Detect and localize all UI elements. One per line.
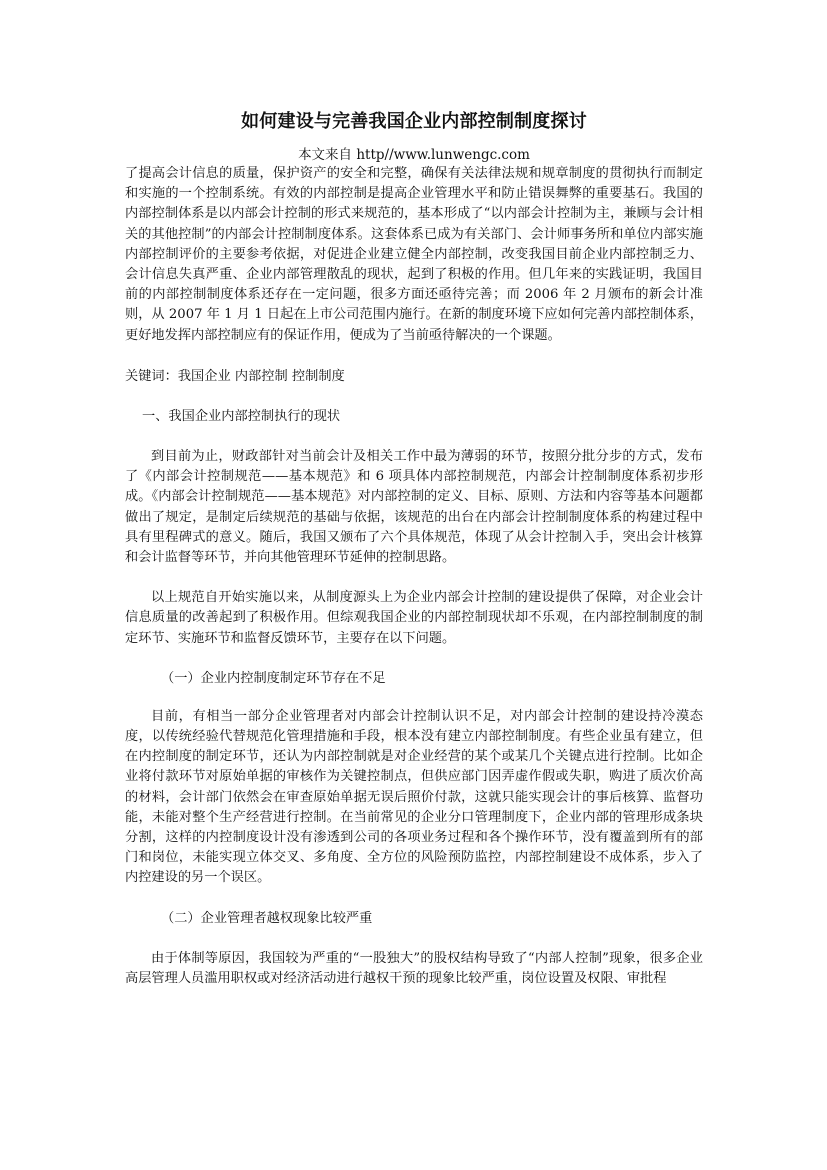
document-content: [125, 110, 703, 989]
subsection-heading-formulation: （一）企业内控制度制定环节存在不足: [161, 670, 386, 686]
abstract-paragraph: 了提高会计信息的质量，保护资产的安全和完整，确保有关法律法规和规章制度的贯彻执行而制定和实施的一个控制系统。有效的内部控制是提高企业管理水平和防止错误舞弊的重要基石。我国的内部控制体系是以内部会计控制的形式来规范的，基本形成了“以内部会计控制为主，兼顾与会计相关的其他控制”的内部会计控制制度体系。这套体系已成为有关部门、会计师事务所和单位内部实施内部控制评价的主要参考依据，对促进企业建立健全内部控制，改变我国目前企业内部控制乏力、会计信息失真严重、企业内部管理散乱的现状，起到了积极的作用。但几年来的实践证明，我国目前的内部控制制度体系还存在一定问题，很多方面还亟待完善；而 2006 年 2 月颁布的新会计准则，从 2007 年 1 月 1 日起在上市公司范围内施行。在新的制度环境下应如何完善内部控制体系，更好地发挥内部控制应有的保证作用，便成为了当前亟待解决的一个课题。: [125, 166, 703, 343]
source-line: 本文来自 http//www.lunwengc.com: [298, 147, 530, 163]
subsection-heading-management-overreach: （二）企业管理者越权现象比较严重: [161, 910, 373, 926]
body-paragraph-1: 到目前为止，财政部针对当前会计及相关工作中最为薄弱的环节，按照分批分步的方式，发布了《内部会计控制规范——基本规范》和 6 项具体内部控制规范，内部会计控制制度体系初步形成。《内部会计控制规范——基本规范》对内部控制的定义、目标、原则、方法和内容等基本问题都做出了规定，是制定后续规范的基础与依据，该规范的出台在内部会计控制制度体系的构建过程中具有里程碑式的意义。随后，我国又颁布了六个具体规范，体现了从会计控制入手，突出会计核算和会计监督等环节，并向其他管理环节延伸的控制思路。: [125, 449, 703, 566]
body-paragraph-3: 目前，有相当一部分企业管理者对内部会计控制认识不足，对内部会计控制的建设持冷漠态度，以传统经验代替规范化管理措施和手段，根本没有建立内部控制制度。有些企业虽有建立，但在内控制度的制定环节，还认为内部控制就是对企业经营的某个或某几个关键点进行控制。比如企业将付款环节对原始单据的审核作为关键控制点，但供应部门因弄虚作假或失职，购进了质次价高的材料，会计部门依然会在审查原始单据无误后照价付款，这就只能实现会计的事后核算、监督功能，未能对整个生产经营进行控制。在当前常见的企业分口管理制度下，企业内部的管理形成条块分割，这样的内控制度设计没有渗透到公司的各项业务过程和各个操作环节，没有覆盖到所有的部门和岗位，未能实现立体交叉、多角度、全方位的风险预防监控，内部控制建设不成体系，步入了内控建设的另一个误区。: [125, 708, 703, 886]
body-paragraph-4: 由于体制等原因，我国较为严重的“一股独大”的股权结构导致了“内部人控制”现象，很多企业高层管理人员滥用职权或对经济活动进行越权干预的现象比较严重，岗位设置及权限、审批程: [125, 950, 703, 986]
document-title: 如何建设与完善我国企业内部控制制度探讨: [241, 111, 587, 132]
section-heading-current-status: 一、我国企业内部控制执行的现状: [142, 409, 341, 425]
keywords-line: 关键词：我国企业 内部控制 控制制度: [125, 368, 345, 384]
body-paragraph-2: 以上规范自开始实施以来，从制度源头上为企业内部会计控制的建设提供了保障，对企业会计信息质量的改善起到了积极作用。但综观我国企业的内部控制现状却不乐观，在内部控制制度的制定环节、实施环节和监督反馈环节，主要存在以下问题。: [125, 590, 703, 646]
